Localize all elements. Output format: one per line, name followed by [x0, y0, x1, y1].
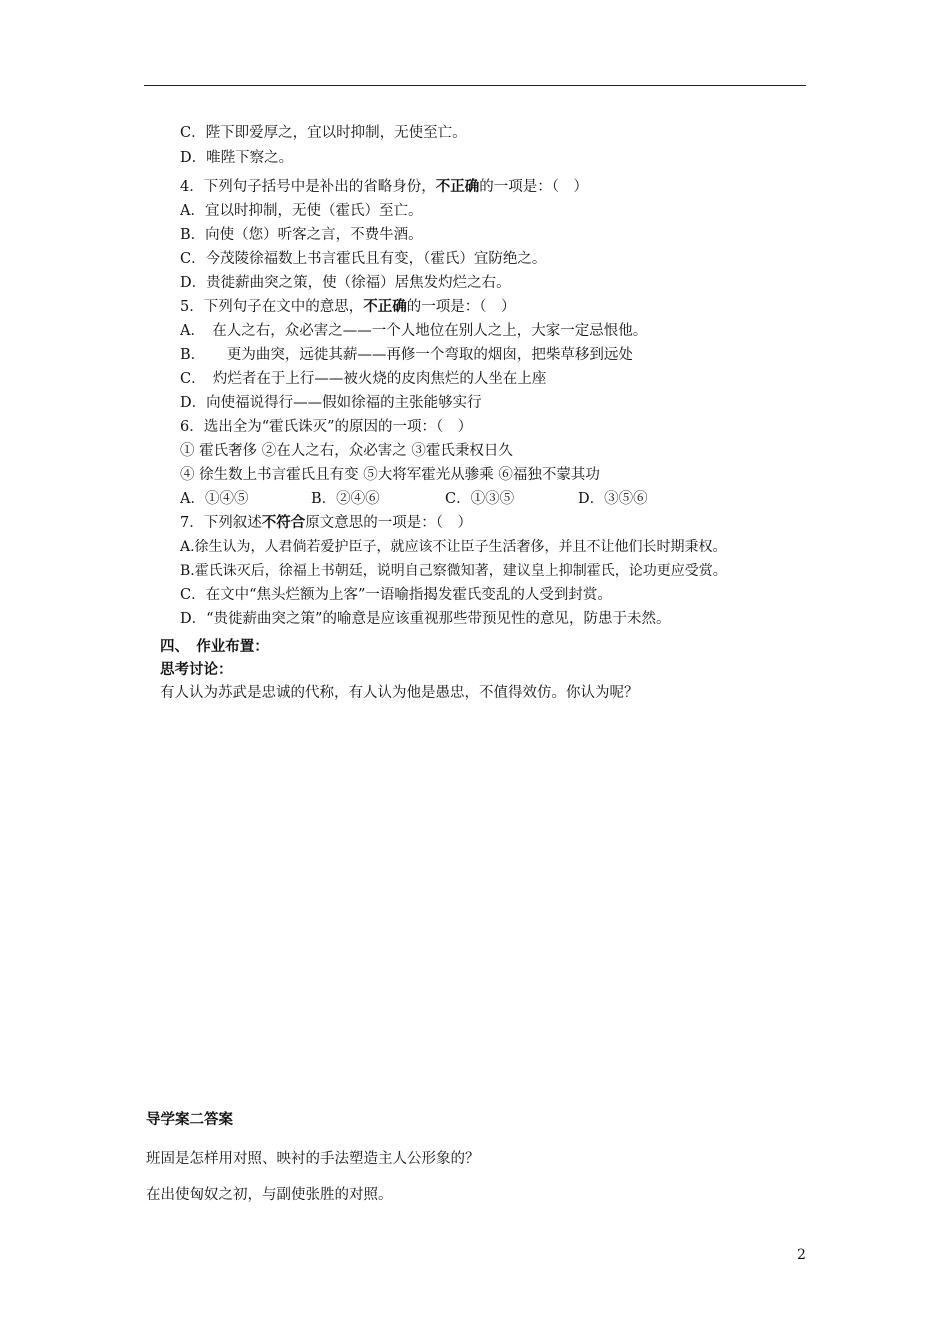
- question-7-prefix: 7．下列叙述: [180, 515, 262, 531]
- question-5: [180, 297, 515, 317]
- q6-option-c: C．①③⑤: [445, 491, 515, 507]
- question-7-suffix: 原文意思的一项是：（ ）: [305, 515, 472, 531]
- q5-option-d: D．向使福说得行——假如徐福的主张能够实行: [180, 395, 482, 411]
- answer-question: 班固是怎样用对照、映衬的手法塑造主人公形象的？: [146, 1151, 480, 1167]
- question-5-prefix: 5．下列句子在文中的意思，: [180, 299, 364, 315]
- option-c-text: C．陛下即爱厚之，宜以时抑制，无使至亡。: [180, 125, 467, 141]
- discussion-heading: 思考讨论：: [160, 662, 233, 678]
- question-7: [180, 513, 472, 533]
- q6-option-a: A．①④⑤: [180, 491, 249, 507]
- q7-option-c: C．在文中“焦头烂额为上客”一语喻指揭发霍氏变乱的人受到封赏。: [180, 587, 612, 603]
- answer-text: 在出使匈奴之初，与副使张胜的对照。: [146, 1187, 393, 1203]
- header-rule: [144, 85, 806, 86]
- q4-option-a: A．宜以时抑制，无使（霍氏）至亡。: [180, 203, 423, 219]
- question-6: 6．选出全为“霍氏诛灭”的原因的一项：（ ）: [180, 419, 473, 435]
- q4-option-c: C．今茂陵徐福数上书言霍氏且有变，（霍氏）宜防绝之。: [180, 251, 547, 267]
- q7-option-d: D．“贵徙薪曲突之策”的喻意是应该重视那些带预见性的意见，防患于未然。: [180, 611, 671, 627]
- discussion-question: 有人认为苏武是忠诚的代称，有人认为他是愚忠，不值得效仿。你认为呢？: [160, 685, 639, 701]
- q6-option-b: B．②④⑥: [311, 491, 380, 507]
- q4-option-d: D．贵徙薪曲突之策，使（徐福）居焦发灼烂之右。: [180, 275, 511, 291]
- q6-reasons-row-1: ① 霍氏奢侈 ②在人之右，众必害之 ③霍氏秉权日久: [180, 443, 513, 459]
- answer-title: 导学案二答案: [146, 1112, 233, 1128]
- question-4-suffix: 的一项是：（ ）: [479, 179, 588, 195]
- q5-option-a: A． 在人之右，众必害之——一个人地位在别人之上，大家一定忌恨他。: [180, 323, 648, 339]
- question-4: [180, 177, 588, 197]
- question-5-suffix: 的一项是：（ ）: [406, 299, 516, 315]
- q5-option-c: C． 灼烂者在于上行——被火烧的皮肉焦烂的人坐在上座: [180, 371, 547, 387]
- q7-option-b: B.霍氏诛灭后，徐福上书朝廷，说明自己察微知著，建议皇上抑制霍氏，论功更应受赏。: [180, 563, 727, 579]
- q5-option-b: B． 更为曲突，远徙其薪——再修一个弯取的烟囱，把柴草移到远处: [180, 347, 633, 363]
- q7-option-a: A.徐生认为，人君倘若爱护臣子，就应该不让臣子生活奢侈，并且不让他们长时期秉权。: [180, 539, 727, 555]
- q4-option-b: B．向使（您）听客之言，不费牛酒。: [180, 227, 423, 243]
- question-7-emphasis: 不符合: [261, 515, 306, 531]
- question-5-emphasis: 不正确: [363, 299, 407, 315]
- page-number: 2: [797, 1247, 806, 1263]
- section-4-heading: 四、 作业布置：: [160, 639, 269, 655]
- question-4-emphasis: 不正确: [435, 179, 480, 195]
- question-4-prefix: 4．下列句子括号中是补出的省略身份，: [180, 179, 436, 195]
- option-d-line: D．唯陛下察之。: [180, 150, 294, 166]
- q6-option-d: D．③⑤⑥: [578, 491, 648, 507]
- q6-reasons-row-2: ④ 徐生数上书言霍氏且有变 ⑤大将军霍光从骖乘 ⑥福独不蒙其功: [180, 467, 600, 483]
- option-c-line: [180, 123, 467, 143]
